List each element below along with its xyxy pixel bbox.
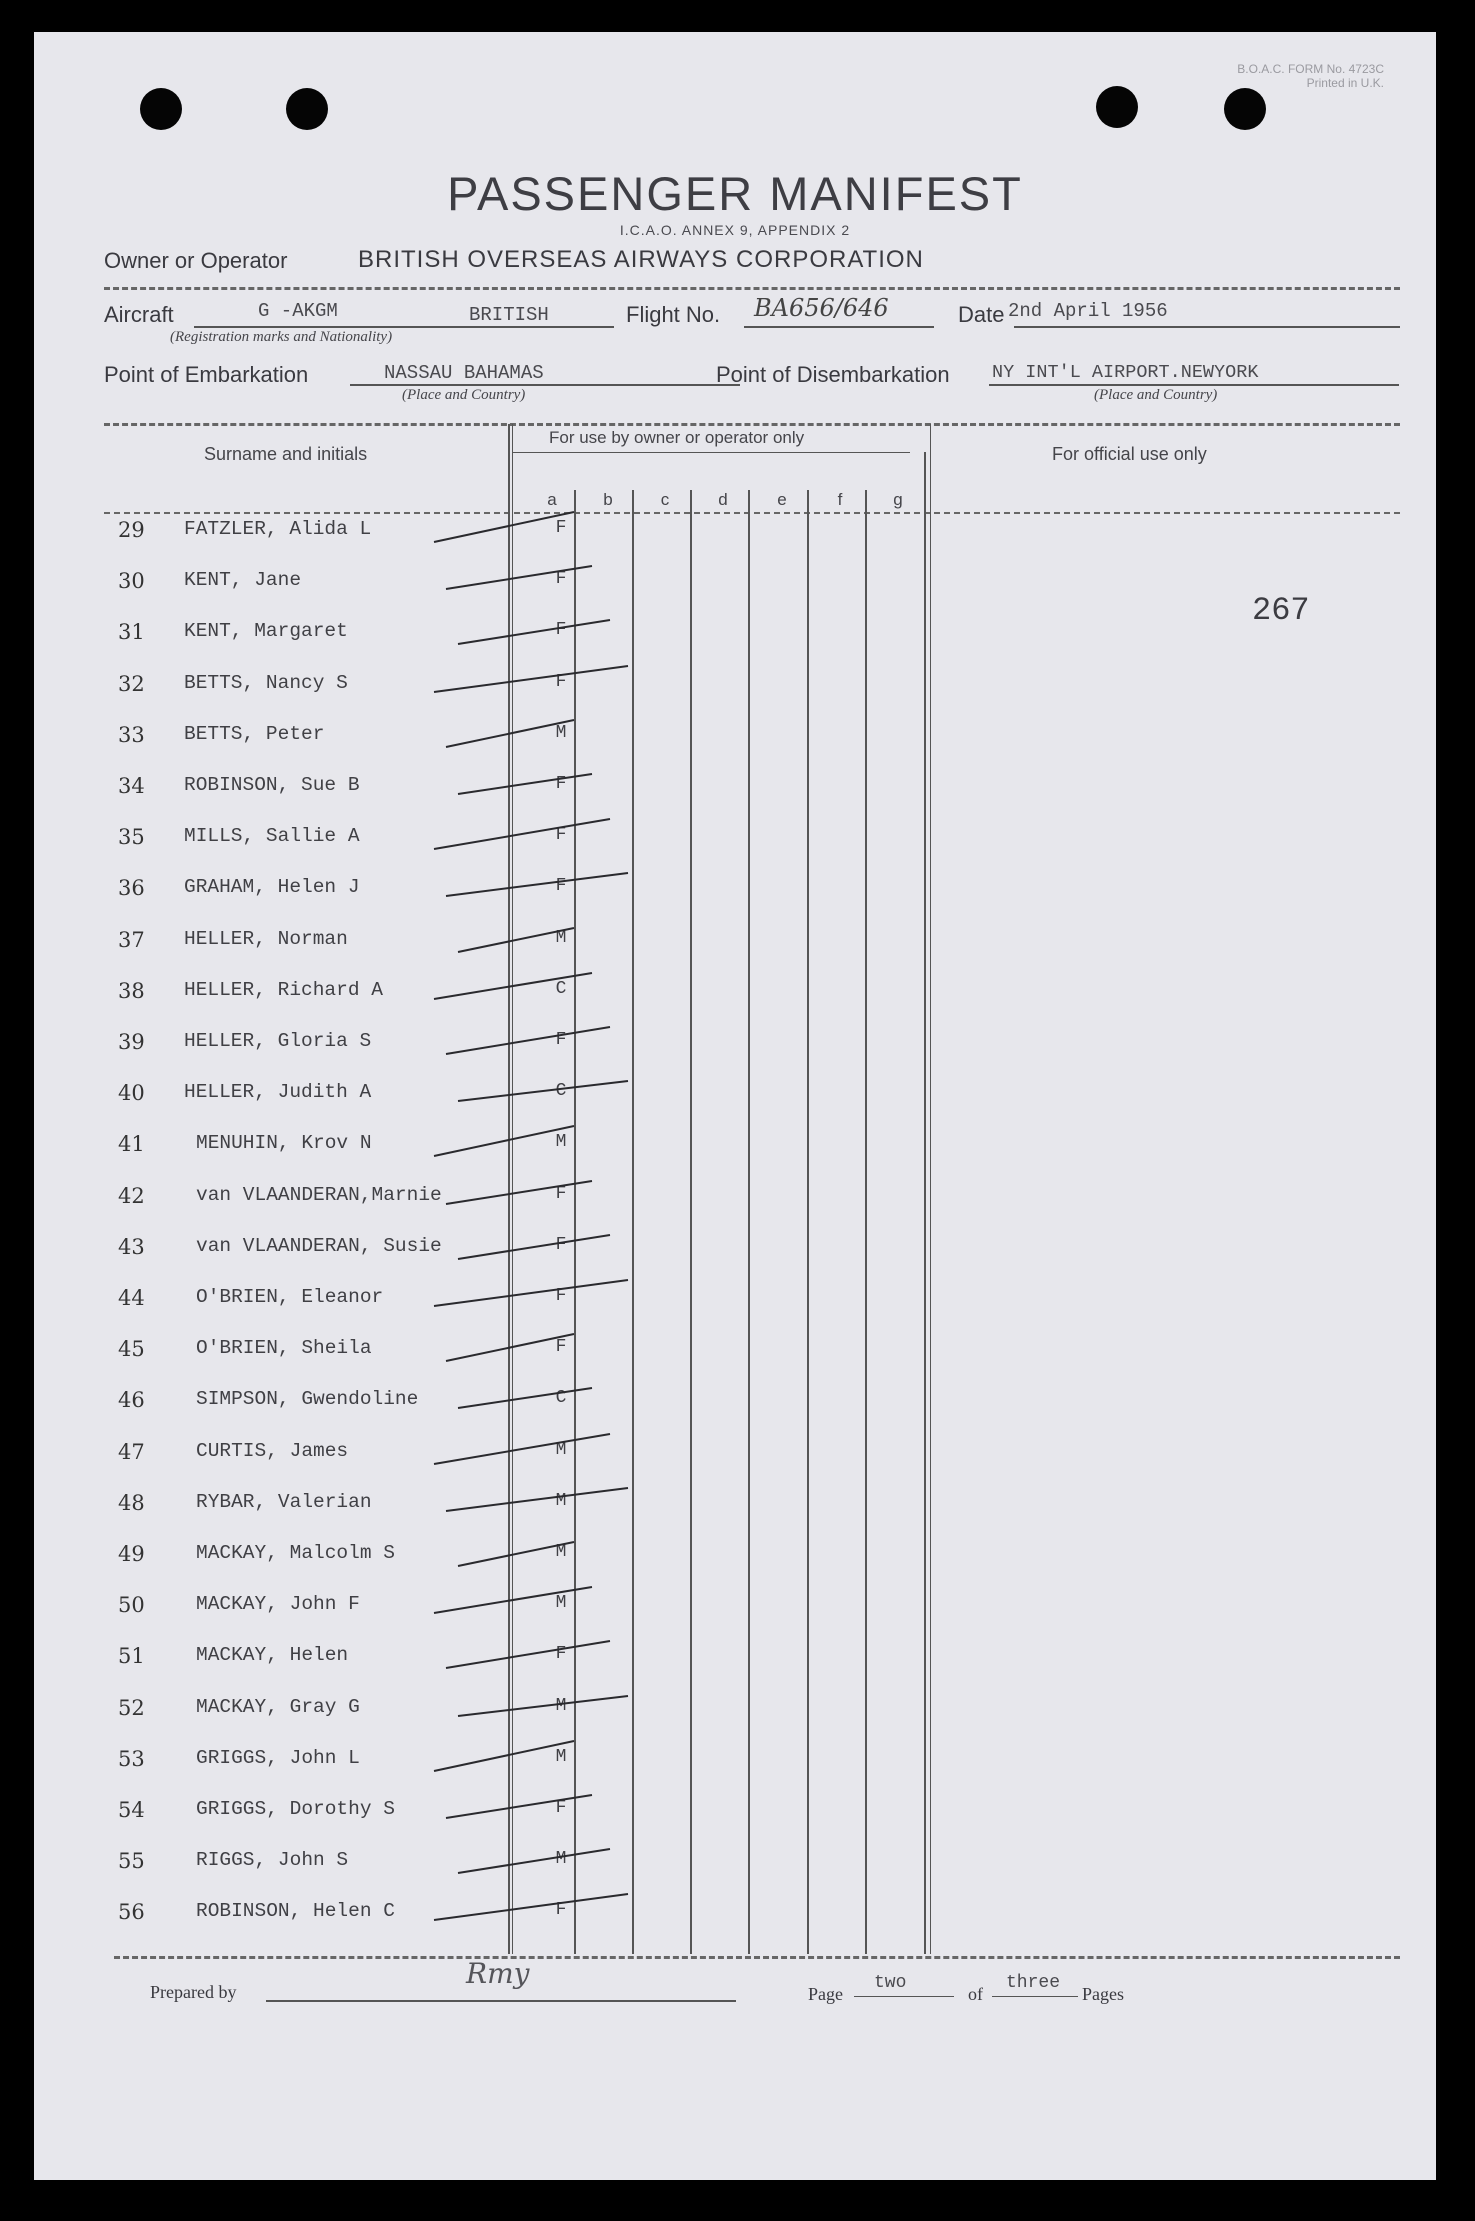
passenger-name: GRIGGS, John L xyxy=(196,1747,360,1769)
passenger-name: MACKAY, Gray G xyxy=(196,1696,360,1718)
prepared-signature: Rmy xyxy=(466,1957,530,1990)
nationality-value: BRITISH xyxy=(469,304,549,326)
col-letter-g: g xyxy=(893,490,903,509)
passenger-number: 45 xyxy=(118,1337,145,1361)
check-mark xyxy=(446,720,574,747)
passenger-category: M xyxy=(555,1593,567,1613)
col-letter-a: a xyxy=(547,490,557,509)
of-label: of xyxy=(968,1984,983,2004)
passenger-number: 31 xyxy=(118,620,145,644)
form-number: B.O.A.C. FORM No. 4723C Printed in U.K. xyxy=(1237,62,1384,90)
check-mark xyxy=(434,666,628,692)
page-subtitle: I.C.A.O. ANNEX 9, APPENDIX 2 xyxy=(619,222,851,238)
passenger-category: F xyxy=(555,1235,567,1255)
passenger-name: HELLER, Richard A xyxy=(184,979,383,1001)
passenger-name: RYBAR, Valerian xyxy=(196,1491,372,1513)
check-mark xyxy=(434,1741,574,1771)
passenger-category: F xyxy=(555,774,567,794)
date-value: 2nd April 1956 xyxy=(1008,300,1168,322)
aircraft-value: G -AKGM xyxy=(258,300,338,322)
passenger-name: BETTS, Nancy S xyxy=(184,672,348,694)
passenger-category: F xyxy=(555,1184,567,1204)
passenger-number: 47 xyxy=(118,1440,145,1464)
disembark-value: NY INT'L AIRPORT.NEWYORK xyxy=(992,362,1259,383)
flight-label: Flight No. xyxy=(626,302,721,327)
passenger-name: O'BRIEN, Sheila xyxy=(196,1337,372,1359)
check-mark xyxy=(446,1027,610,1054)
passenger-number: 32 xyxy=(118,672,145,696)
col-official-header: For official use only xyxy=(1052,444,1207,464)
passenger-name: MACKAY, Helen xyxy=(196,1644,349,1666)
embark-label: Point of Embarkation xyxy=(104,362,309,387)
passenger-category: F xyxy=(555,569,567,589)
passenger-category: F xyxy=(555,518,567,538)
registration-caption: (Registration marks and Nationality) xyxy=(170,329,393,345)
aircraft-label: Aircraft xyxy=(104,302,174,327)
check-mark xyxy=(458,928,574,952)
passenger-category: F xyxy=(555,825,567,845)
passenger-number: 30 xyxy=(118,569,145,593)
passenger-number: 44 xyxy=(118,1286,145,1310)
passenger-category: C xyxy=(555,979,567,999)
passenger-number: 55 xyxy=(118,1849,145,1873)
passenger-number: 51 xyxy=(118,1644,145,1668)
field-line xyxy=(266,2000,736,2002)
passenger-name: KENT, Jane xyxy=(184,569,302,591)
passenger-name: RIGGS, John S xyxy=(196,1849,349,1871)
passenger-category: M xyxy=(555,1440,567,1460)
place-caption: (Place and Country) xyxy=(1094,387,1218,403)
passenger-category: F xyxy=(555,1900,567,1920)
passenger-category: M xyxy=(555,1747,567,1767)
passenger-number: 52 xyxy=(118,1696,145,1720)
passenger-name: HELLER, Norman xyxy=(184,928,348,950)
check-mark xyxy=(458,1849,610,1873)
passenger-number: 33 xyxy=(118,723,145,747)
check-mark xyxy=(458,1081,628,1101)
passenger-name: CURTIS, James xyxy=(196,1440,349,1462)
passenger-number: 35 xyxy=(118,825,145,849)
check-mark xyxy=(446,1334,574,1361)
col-letter-b: b xyxy=(603,490,613,509)
check-mark xyxy=(434,512,574,542)
passenger-name: HELLER, Judith A xyxy=(184,1081,372,1103)
passenger-number: 56 xyxy=(118,1900,145,1924)
passenger-category: M xyxy=(555,1696,567,1716)
disembark-label: Point of Disembarkation xyxy=(716,362,950,387)
page-title: PASSENGER MANIFEST xyxy=(447,167,1023,220)
check-mark xyxy=(446,1795,592,1818)
official-number: 267 xyxy=(1252,592,1310,629)
passenger-name: van VLAANDERAN, Susie xyxy=(196,1235,442,1257)
field-line xyxy=(992,1996,1078,1997)
flight-value: BA656/646 xyxy=(754,294,889,322)
passenger-category: F xyxy=(555,1798,567,1818)
passenger-category: M xyxy=(555,723,567,743)
owner-value: BRITISH OVERSEAS AIRWAYS CORPORATION xyxy=(358,246,924,273)
check-mark xyxy=(434,1280,628,1306)
passenger-category: F xyxy=(555,672,567,692)
passenger-name: MENUHIN, Krov N xyxy=(196,1132,372,1154)
passenger-number: 49 xyxy=(118,1542,145,1566)
passenger-category: M xyxy=(555,1491,567,1511)
passenger-number: 34 xyxy=(118,774,145,798)
passenger-category: M xyxy=(555,928,567,948)
manifest-sheet xyxy=(34,32,1436,2180)
passenger-category: F xyxy=(555,1030,567,1050)
col-letter-f: f xyxy=(837,490,843,509)
passenger-number: 29 xyxy=(118,518,145,542)
check-mark xyxy=(446,873,628,896)
check-mark xyxy=(458,1235,610,1259)
passenger-category: F xyxy=(555,1337,567,1357)
col-letter-d: d xyxy=(718,490,728,509)
prepared-label: Prepared by xyxy=(150,1982,237,2002)
passenger-name: FATZLER, Alida L xyxy=(184,518,372,540)
of-value: three xyxy=(1006,1973,1061,1993)
passenger-name: O'BRIEN, Eleanor xyxy=(196,1286,384,1308)
passenger-name: GRIGGS, Dorothy S xyxy=(196,1798,395,1820)
passenger-category: M xyxy=(555,1849,567,1869)
passenger-category: F xyxy=(555,1286,567,1306)
page-value: two xyxy=(874,1973,907,1993)
passenger-name: MACKAY, John F xyxy=(196,1593,360,1615)
check-mark xyxy=(458,1542,574,1566)
passenger-number: 41 xyxy=(118,1132,145,1156)
passenger-number: 36 xyxy=(118,876,145,900)
check-mark xyxy=(446,1641,610,1668)
passenger-category: M xyxy=(555,1542,567,1562)
passenger-category: F xyxy=(555,620,567,640)
passenger-number: 42 xyxy=(118,1184,145,1208)
passenger-category: M xyxy=(555,1132,567,1152)
embark-value: NASSAU BAHAMAS xyxy=(384,362,544,384)
date-label: Date xyxy=(958,302,1005,327)
passenger-number: 53 xyxy=(118,1747,145,1771)
check-mark xyxy=(458,774,592,794)
passenger-number: 50 xyxy=(118,1593,145,1617)
passenger-name: GRAHAM, Helen J xyxy=(184,876,360,898)
passenger-name: MILLS, Sallie A xyxy=(184,825,360,847)
owner-label: Owner or Operator xyxy=(104,248,288,273)
check-mark xyxy=(446,1181,592,1204)
passenger-number: 38 xyxy=(118,979,145,1003)
check-mark xyxy=(434,819,610,849)
check-mark xyxy=(458,620,610,644)
passenger-number: 40 xyxy=(118,1081,145,1105)
passenger-name: van VLAANDERAN,Marnie xyxy=(196,1184,442,1206)
table-bottom-rule xyxy=(114,1956,1400,1959)
col-surname-header: Surname and initials xyxy=(204,444,368,464)
passenger-number: 43 xyxy=(118,1235,145,1259)
page-label: Page xyxy=(808,1984,843,2004)
check-mark xyxy=(458,1388,592,1408)
check-mark xyxy=(458,1696,628,1716)
col-operator-header: For use by owner or operator only xyxy=(549,428,805,447)
passenger-name: BETTS, Peter xyxy=(184,723,325,745)
place-caption: (Place and Country) xyxy=(402,387,526,403)
check-mark xyxy=(434,1126,574,1156)
passenger-name: KENT, Margaret xyxy=(184,620,348,642)
check-mark xyxy=(446,1488,628,1511)
passenger-category: F xyxy=(555,1644,567,1664)
passenger-category: C xyxy=(555,1081,567,1101)
col-letter-e: e xyxy=(777,490,787,509)
check-mark xyxy=(434,1587,592,1613)
passenger-category: F xyxy=(555,876,567,896)
passenger-name: SIMPSON, Gwendoline xyxy=(196,1388,419,1410)
passenger-name: ROBINSON, Sue B xyxy=(184,774,360,796)
passenger-number: 54 xyxy=(118,1798,145,1822)
col-letter-c: c xyxy=(660,490,670,509)
check-mark xyxy=(446,566,592,589)
passenger-name: ROBINSON, Helen C xyxy=(196,1900,395,1922)
pages-label: Pages xyxy=(1082,1984,1124,2004)
check-marks xyxy=(34,32,1436,2180)
passenger-number: 37 xyxy=(118,928,145,952)
passenger-number: 48 xyxy=(118,1491,145,1515)
check-mark xyxy=(434,1434,610,1464)
check-mark xyxy=(434,1894,628,1920)
passenger-number: 39 xyxy=(118,1030,145,1054)
passenger-name: MACKAY, Malcolm S xyxy=(196,1542,395,1564)
passenger-name: HELLER, Gloria S xyxy=(184,1030,372,1052)
field-line xyxy=(854,1996,954,1997)
passenger-number: 46 xyxy=(118,1388,145,1412)
passenger-category: C xyxy=(555,1388,567,1408)
check-mark xyxy=(434,973,592,999)
